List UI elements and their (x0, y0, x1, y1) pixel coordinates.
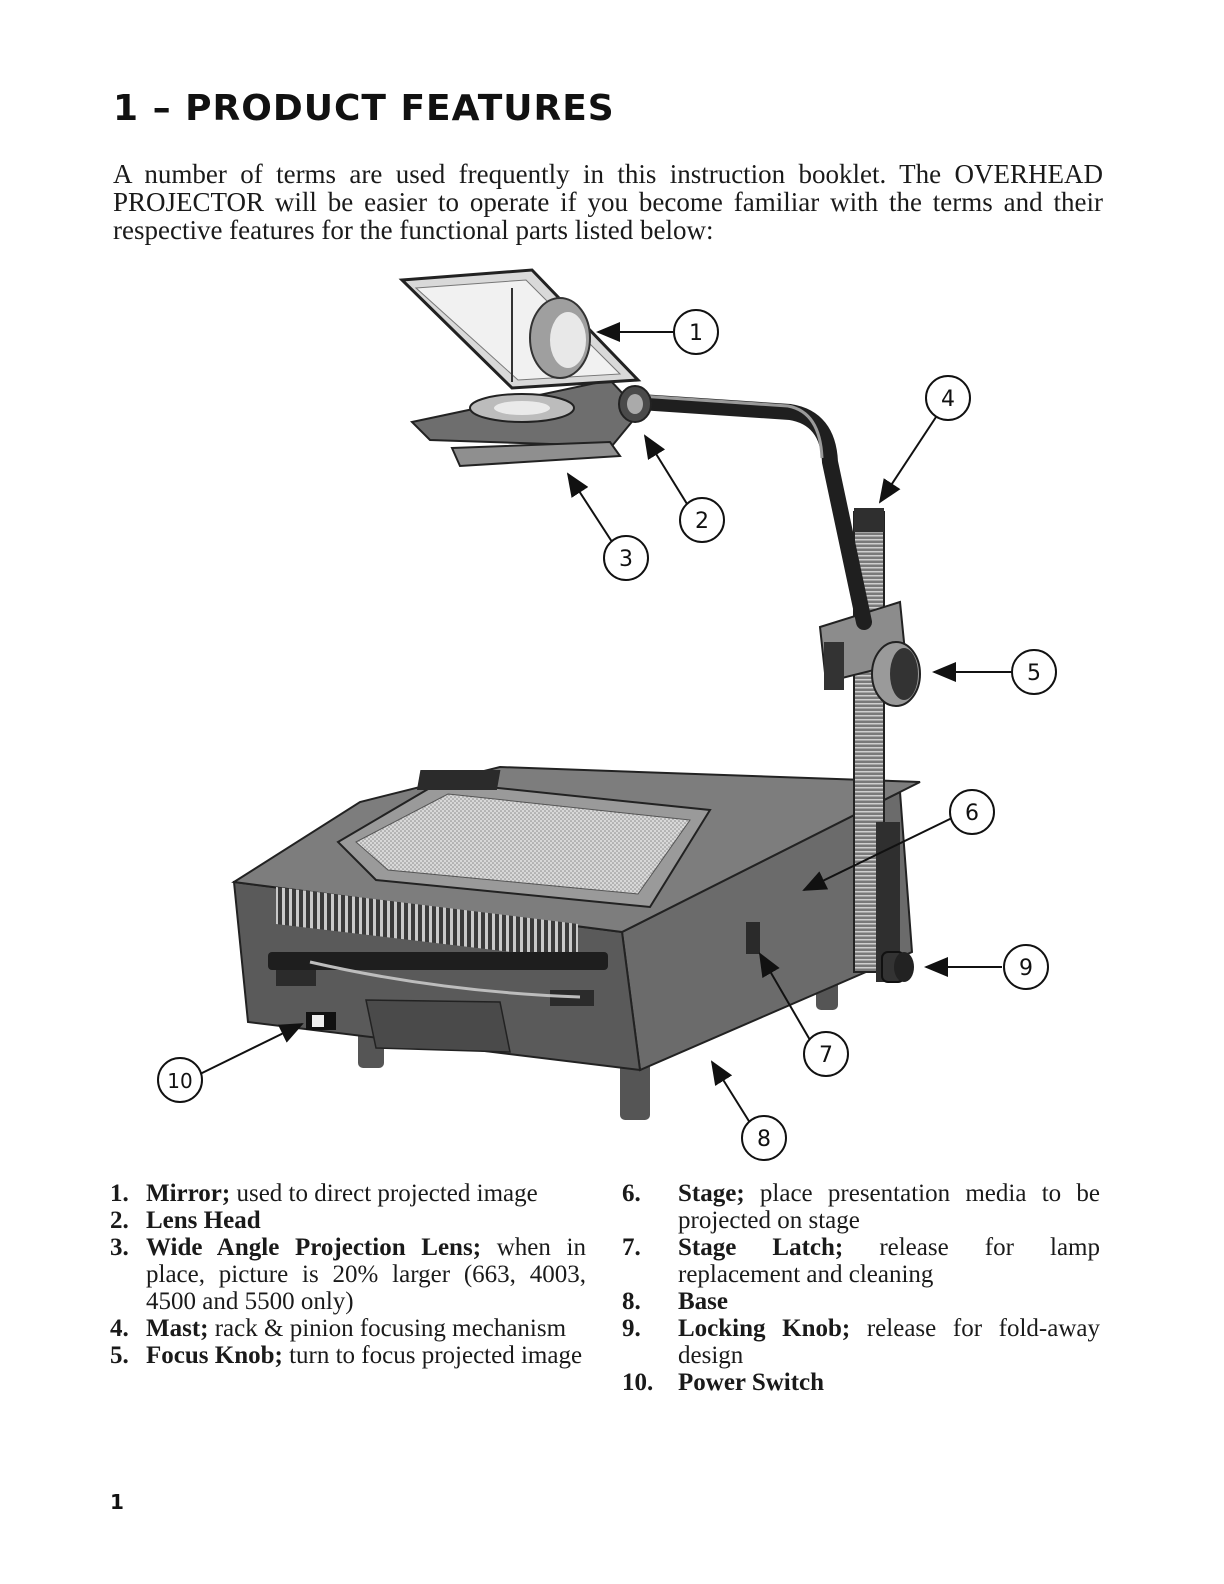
feature-item (110, 1207, 586, 1234)
feature-list-left (110, 1180, 586, 1369)
feature-term: Locking Knob; (678, 1315, 851, 1342)
feature-item (622, 1234, 1100, 1288)
feature-number: 4. (110, 1315, 129, 1342)
feature-term: Base (678, 1288, 728, 1315)
page-title: 1 – PRODUCT FEATURES (113, 88, 615, 129)
feature-number: 1. (110, 1180, 129, 1207)
feature-number: 2. (110, 1207, 129, 1234)
svg-text:3: 3 (619, 547, 633, 572)
stage-latch (746, 922, 760, 954)
svg-text:7: 7 (819, 1043, 833, 1068)
feature-item (110, 1315, 586, 1342)
callout-3 (604, 536, 648, 580)
callout-6 (950, 790, 994, 834)
callout-8 (742, 1116, 786, 1160)
feature-item (110, 1234, 586, 1315)
feature-number: 5. (110, 1342, 129, 1369)
callout-2 (680, 498, 724, 542)
feature-description: when in place, picture is 20% larger (663, 4003, 4500 and 5500 only) (146, 1234, 586, 1315)
page-number: 1 (110, 1490, 124, 1514)
feature-item (622, 1369, 1100, 1396)
feature-term: Mast; (146, 1315, 209, 1342)
feature-number: 10. (622, 1369, 654, 1396)
callout-5 (1012, 650, 1056, 694)
focus-knob (872, 642, 920, 706)
feature-description: used to direct projected image (230, 1180, 538, 1207)
feature-term: Stage; (678, 1180, 745, 1207)
feature-description: release for lamp replacement and cleaning (678, 1234, 1100, 1288)
feature-number: 9. (622, 1315, 641, 1342)
svg-text:9: 9 (1019, 956, 1033, 981)
feature-description: place presentation media to be projected on stage (678, 1180, 1100, 1234)
feature-number: 8. (622, 1288, 641, 1315)
power-switch (306, 1012, 336, 1030)
svg-text:1: 1 (689, 321, 703, 346)
feature-item (110, 1342, 586, 1369)
feature-item (622, 1288, 1100, 1315)
feature-term: Wide Angle Projection Lens; (146, 1234, 482, 1261)
feature-term: Power Switch (678, 1369, 825, 1396)
feature-term: Mirror; (146, 1180, 231, 1207)
lens-head (412, 380, 651, 446)
callout-1 (674, 310, 718, 354)
callout-4 (926, 376, 970, 420)
svg-text:4: 4 (941, 387, 955, 412)
feature-number: 3. (110, 1234, 129, 1261)
feature-item (110, 1180, 586, 1207)
feature-list-right (622, 1180, 1100, 1396)
feature-number: 6. (622, 1180, 641, 1207)
locking-knob (882, 952, 914, 982)
feature-term: Lens Head (146, 1207, 261, 1234)
wide-angle-lens (452, 442, 620, 466)
feature-description: rack & pinion focusing mechanism (208, 1315, 567, 1342)
svg-text:8: 8 (757, 1127, 771, 1152)
projector-arm (640, 402, 864, 622)
mirror (402, 270, 638, 388)
svg-text:5: 5 (1027, 661, 1041, 686)
feature-description: release for fold-away design (678, 1315, 1100, 1369)
callout-9 (1004, 945, 1048, 989)
callout-10 (158, 1058, 202, 1102)
feature-description: turn to focus projected image (282, 1342, 583, 1369)
callout-7 (804, 1032, 848, 1076)
svg-text:10: 10 (167, 1069, 193, 1093)
feature-item (622, 1180, 1100, 1234)
feature-term: Focus Knob; (146, 1342, 283, 1369)
intro-paragraph: A number of terms are used frequently in this instruction booklet. The OVERHEAD PROJECTOR will be easier to operate if you become familiar with the terms and their respective features for the functional parts listed below: (113, 159, 1103, 245)
overhead-projector-illustration (140, 262, 1080, 1162)
feature-item (622, 1315, 1100, 1369)
feature-number: 7. (622, 1234, 641, 1261)
svg-text:2: 2 (695, 509, 709, 534)
feature-term: Stage Latch; (678, 1234, 844, 1261)
svg-text:6: 6 (965, 801, 979, 826)
